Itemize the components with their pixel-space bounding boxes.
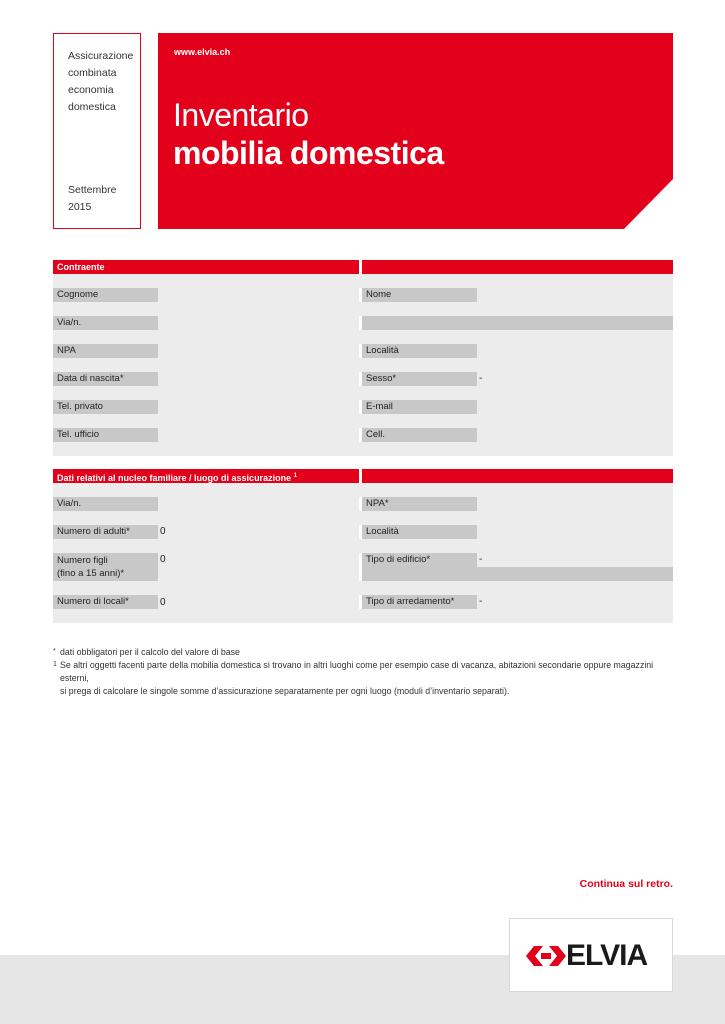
adulti-value: 0	[160, 526, 166, 537]
localita-label: Località	[362, 525, 477, 539]
footnote-locations: 1 Se altri oggetti facenti parte della mobilia domestica si trovano in altri luoghi come per esempio case di vacanza, abitazioni secondarie oppure magazzini esterni, si prega di calcolare le singole somme d’assicurazione separatamente per ogni luogo (moduli d’inventario separati).	[53, 660, 654, 696]
document-date: Settembre 2015	[68, 184, 117, 213]
data-nascita-input[interactable]	[158, 372, 359, 386]
sesso-value: -	[479, 373, 483, 384]
localita-label: Località	[362, 344, 477, 358]
spacer-band	[53, 302, 673, 316]
data-nascita-label: Data di nascita*	[53, 372, 158, 386]
footnote-mark: *	[53, 648, 56, 655]
spacer-band	[53, 442, 673, 456]
via-extension-field[interactable]	[362, 316, 673, 330]
section-heading-bar	[362, 469, 673, 483]
spacer-band	[53, 483, 673, 497]
elvia-logo	[509, 918, 673, 992]
spacer-band	[53, 539, 673, 553]
spacer-band	[53, 386, 673, 400]
sesso-select[interactable]	[477, 372, 673, 386]
adulti-label: Numero di adulti*	[53, 525, 158, 539]
cognome-label: Cognome	[53, 288, 158, 302]
spacer-band	[53, 511, 673, 525]
title-banner	[158, 33, 673, 229]
tipo-edificio-value: -	[479, 554, 483, 565]
spacer-band	[53, 330, 673, 344]
nome-input[interactable]	[477, 288, 673, 302]
elvia-logo-wordmark: ELVIA	[566, 939, 648, 972]
npa-label: NPA	[53, 344, 158, 358]
spacer-band	[53, 274, 673, 288]
via-label: Via/n.	[53, 316, 158, 330]
figli-value: 0	[160, 554, 166, 565]
document-info-box	[53, 33, 141, 229]
page-title-light: Inventario	[173, 97, 309, 133]
cell-input[interactable]	[477, 428, 673, 442]
section-contraente	[53, 260, 673, 460]
via-input[interactable]	[158, 497, 359, 511]
product-name: Assicurazione combinata economia domestica	[68, 50, 134, 113]
tipo-edificio-select[interactable]	[477, 553, 673, 567]
figli-input[interactable]	[158, 553, 359, 581]
page-title-bold: mobilia domestica	[173, 135, 444, 171]
sesso-label: Sesso*	[362, 372, 477, 386]
email-input[interactable]	[477, 400, 673, 414]
email-label: E-mail	[362, 400, 477, 414]
tipo-edificio-label: Tipo di edificio*	[362, 553, 477, 567]
spacer-band	[53, 358, 673, 372]
footnote-mark: 1	[53, 661, 57, 668]
npa-input[interactable]	[477, 497, 673, 511]
spacer-band	[53, 609, 673, 623]
section-nucleo-familiare	[53, 469, 673, 629]
tel-ufficio-input[interactable]	[158, 428, 359, 442]
localita-input[interactable]	[477, 525, 673, 539]
section-heading: Contraente	[53, 260, 359, 274]
section-heading-bar	[362, 260, 673, 274]
via-label: Via/n.	[53, 497, 158, 511]
nome-label: Nome	[362, 288, 477, 302]
spacer-band	[53, 414, 673, 428]
adulti-input[interactable]	[158, 525, 359, 539]
tel-ufficio-label: Tel. ufficio	[53, 428, 158, 442]
npa-label: NPA*	[362, 497, 477, 511]
continue-on-back-text: Continua sul retro.	[579, 878, 673, 890]
tel-privato-label: Tel. privato	[53, 400, 158, 414]
arredamento-select[interactable]	[477, 595, 673, 609]
footnotes	[53, 646, 673, 698]
tel-privato-input[interactable]	[158, 400, 359, 414]
spacer-band	[53, 581, 673, 595]
figli-label: Numero figli (fino a 15 anni)*	[53, 553, 158, 581]
cognome-input[interactable]	[158, 288, 359, 302]
cell-label: Cell.	[362, 428, 477, 442]
locali-input[interactable]	[158, 595, 359, 609]
footnote-required: * dati obbligatori per il calcolo del valore di base	[53, 647, 240, 657]
section-heading: Dati relativi al nucleo familiare / luogo di assicurazione $^1$	[53, 469, 359, 483]
tipo-edificio-extension	[362, 567, 673, 581]
elvia-logo-icon	[526, 943, 566, 969]
website-link[interactable]: www.elvia.ch	[174, 47, 231, 57]
locali-label: Numero di locali*	[53, 595, 158, 609]
localita-input[interactable]	[477, 344, 673, 358]
locali-value: 0	[160, 597, 166, 608]
arredamento-value: -	[479, 596, 483, 607]
arredamento-label: Tipo di arredamento*	[362, 595, 477, 609]
via-input[interactable]	[158, 316, 359, 330]
npa-input[interactable]	[158, 344, 359, 358]
